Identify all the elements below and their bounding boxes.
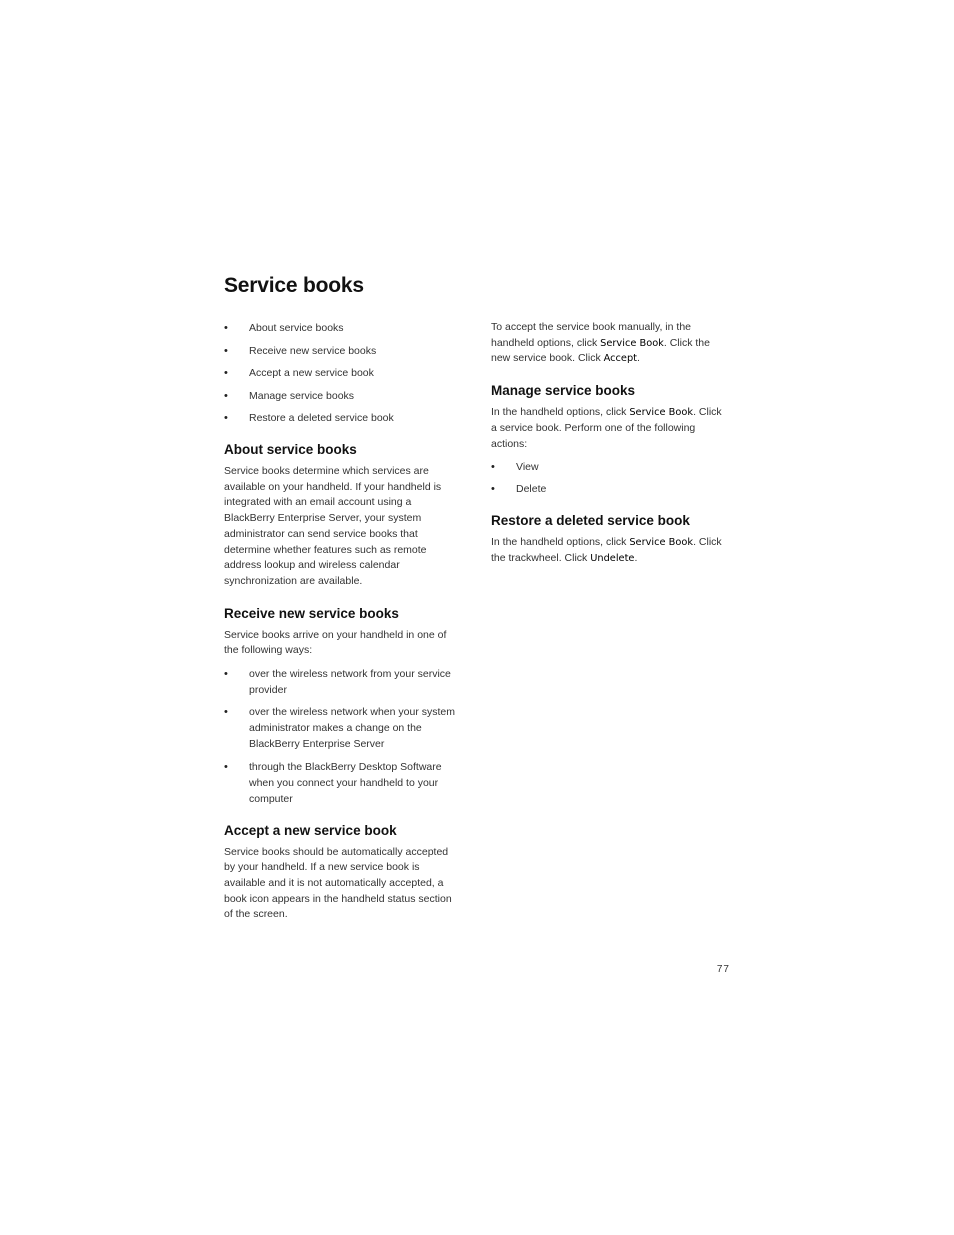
accept-heading: Accept a new service book xyxy=(224,822,397,838)
left-column xyxy=(224,320,462,930)
page-title: Service books xyxy=(224,274,364,297)
manage-item-view: • View xyxy=(491,459,729,475)
receive-item: • over the wireless network when your system administrator makes a change on the BlackBerry Enterprise Server xyxy=(224,704,462,752)
restore-heading: Restore a deleted service book xyxy=(491,513,690,529)
receive-intro: Service books arrive on your handheld in one of the following ways: xyxy=(224,628,447,657)
accept-manual-part: . xyxy=(637,352,640,365)
manage-text: . Click a service book. Perform one of the following actions: xyxy=(491,406,722,450)
ui-accept: Accept xyxy=(603,353,638,365)
manage-list xyxy=(491,459,729,498)
toc-item-about: • About service books xyxy=(224,320,462,336)
receive-list xyxy=(224,666,462,807)
about-body: Service books determine which services are available on your handheld. If your handheld is integrated with an email account using a BlackBerry Enterprise Server, your system administrator can send service books that determine whether features such as remote address lookup and wireless calendar synchronization are available. xyxy=(224,465,442,587)
receive-item: • over the wireless network from your service provider xyxy=(224,666,462,698)
ui-undelete: Undelete xyxy=(590,552,635,564)
manage-heading: Manage service books xyxy=(491,383,636,399)
toc-list xyxy=(224,320,462,426)
about-heading: About service books xyxy=(224,442,357,457)
toc-item-manage: • Manage service books xyxy=(224,388,462,404)
page-number: 77 xyxy=(716,964,730,975)
ui-service-book: Service Book xyxy=(629,407,694,419)
manage-body xyxy=(491,405,729,452)
accept-body: Service books should be automatically accepted by your handheld. If a new service book is available and it is not automatically accepted, a book icon appears in the handheld status section of the screen. xyxy=(224,845,452,921)
receive-item: • through the BlackBerry Desktop Software when you connect your handheld to your computer xyxy=(224,759,462,807)
restore-text: . Click the trackwheel. Click xyxy=(491,536,722,564)
manage-text: In the handheld options, click xyxy=(491,406,630,419)
right-column xyxy=(491,320,729,573)
accept-manual-text xyxy=(491,320,729,367)
toc-item-receive: • Receive new service books xyxy=(224,343,462,359)
accept-manual-part: To accept the service book manually, in the handheld options, click xyxy=(491,321,691,349)
ui-service-book: Service Book xyxy=(600,337,664,349)
restore-text: . xyxy=(634,551,638,564)
accept-manual-part: . Click the new service book. Click xyxy=(491,336,710,365)
restore-text: In the handheld options, click xyxy=(491,536,630,549)
receive-heading: Receive new service books xyxy=(224,605,399,621)
restore-body xyxy=(491,535,729,566)
toc-item-restore: • Restore a deleted service book xyxy=(224,410,462,426)
toc-item-accept: • Accept a new service book xyxy=(224,365,462,381)
manage-item-delete: • Delete xyxy=(491,481,729,497)
ui-service-book: Service Book xyxy=(629,537,694,549)
